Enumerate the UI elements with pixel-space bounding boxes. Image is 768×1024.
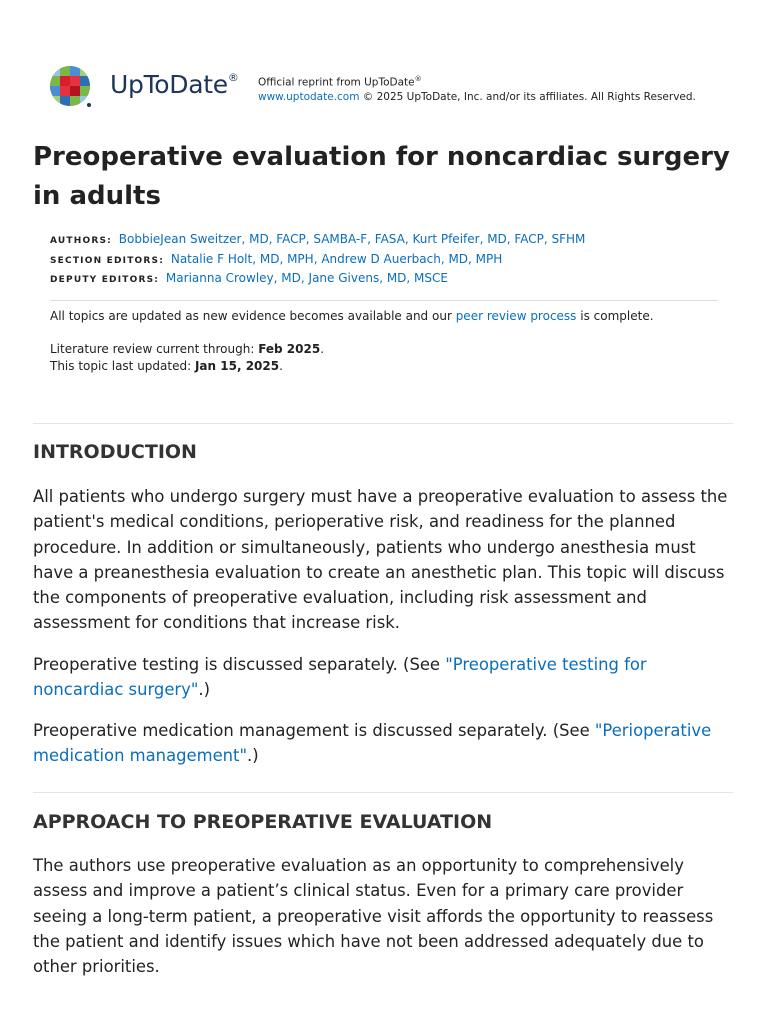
brand-name: UpToDate®	[110, 70, 239, 99]
reprint-header	[50, 64, 750, 108]
literature-review-date: Feb 2025	[258, 342, 321, 356]
uptodate-site-link[interactable]: www.uptodate.com	[258, 90, 360, 103]
section-divider	[33, 792, 733, 793]
last-updated-date: Jan 15, 2025	[194, 359, 280, 373]
author-link[interactable]: Kurt Pfeifer, MD, FACP, SFHM	[412, 232, 586, 246]
page-title: Preoperative evaluation for noncardiac surgery in adults	[33, 142, 730, 211]
intro-testing-paragraph: Preoperative testing is discussed separately. (See "Preoperative testing for noncardiac surgery".)	[33, 655, 647, 700]
authors-row: AUTHORS: BobbieJean Sweitzer, MD, FACP, SAMBA-F, FASA, Kurt Pfeifer, MD, FACP, SFHM	[50, 232, 586, 246]
deputy-editor-link[interactable]: Jane Givens, MD, MSCE	[308, 271, 448, 285]
section-heading-approach: APPROACH TO PREOPERATIVE EVALUATION	[33, 811, 493, 833]
section-editor-link[interactable]: Andrew D Auerbach, MD, MPH	[321, 251, 503, 266]
uptodate-logo-icon	[50, 66, 92, 108]
preoperative-testing-link[interactable]: "Preoperative testing for noncardiac surgery"	[33, 655, 647, 700]
contributors-block	[50, 231, 585, 290]
approach-paragraph: The authors use preoperative evaluation as an opportunity to comprehensively assess and improve a patient’s clinical status. Even for a primary care provider seeing a long-term patient, a preoperative visit affords the opportunity to reassess the patient and identify issues which have not been addressed adequately due to other priorities.	[33, 856, 714, 977]
divider	[50, 300, 718, 301]
deputy-editor-link[interactable]: Marianna Crowley, MD	[165, 271, 301, 285]
reprint-notice: Official reprint from UpToDate® www.uptodate.com © 2025 UpToDate, Inc. and/or its affiliates. All Rights Reserved.	[258, 75, 696, 103]
author-link[interactable]: BobbieJean Sweitzer, MD, FACP, SAMBA-F, FASA	[118, 232, 405, 246]
medication-management-link[interactable]: "Perioperative medication management"	[33, 721, 712, 766]
peer-review-link[interactable]: peer review process	[455, 309, 577, 323]
deputy-editors-row: DEPUTY EDITORS: Marianna Crowley, MD, Jane Givens, MD, MSCE	[50, 271, 448, 285]
section-editors-row: SECTION EDITORS: Natalie F Holt, MD, MPH, Andrew D Auerbach, MD, MPH	[50, 251, 503, 266]
update-note: All topics are updated as new evidence becomes available and our peer review process is complete.	[50, 309, 654, 323]
intro-paragraph: All patients who undergo surgery must have a preoperative evaluation to assess the patient's medical conditions, perioperative risk, and readiness for the planned procedure. In addition or simultaneously, patients who undergo anesthesia must have a preanesthesia evaluation to create an anesthetic plan. This topic will discuss the components of preoperative evaluation, including risk assessment and assessment for conditions that increase risk.	[33, 487, 728, 633]
deputy-separator: ,	[300, 271, 305, 285]
review-dates: Literature review current through: Feb 2025. This topic last updated: Jan 15, 2025.	[50, 342, 325, 373]
author-separator: ,	[404, 232, 409, 246]
section-divider	[33, 423, 733, 424]
section-editor-link[interactable]: Natalie F Holt, MD, MPH	[170, 251, 314, 266]
intro-medication-paragraph: Preoperative medication management is discussed separately. (See "Perioperative medication management".)	[33, 721, 712, 766]
section-heading-introduction: INTRODUCTION	[33, 441, 197, 463]
editor-separator: ,	[313, 251, 318, 266]
